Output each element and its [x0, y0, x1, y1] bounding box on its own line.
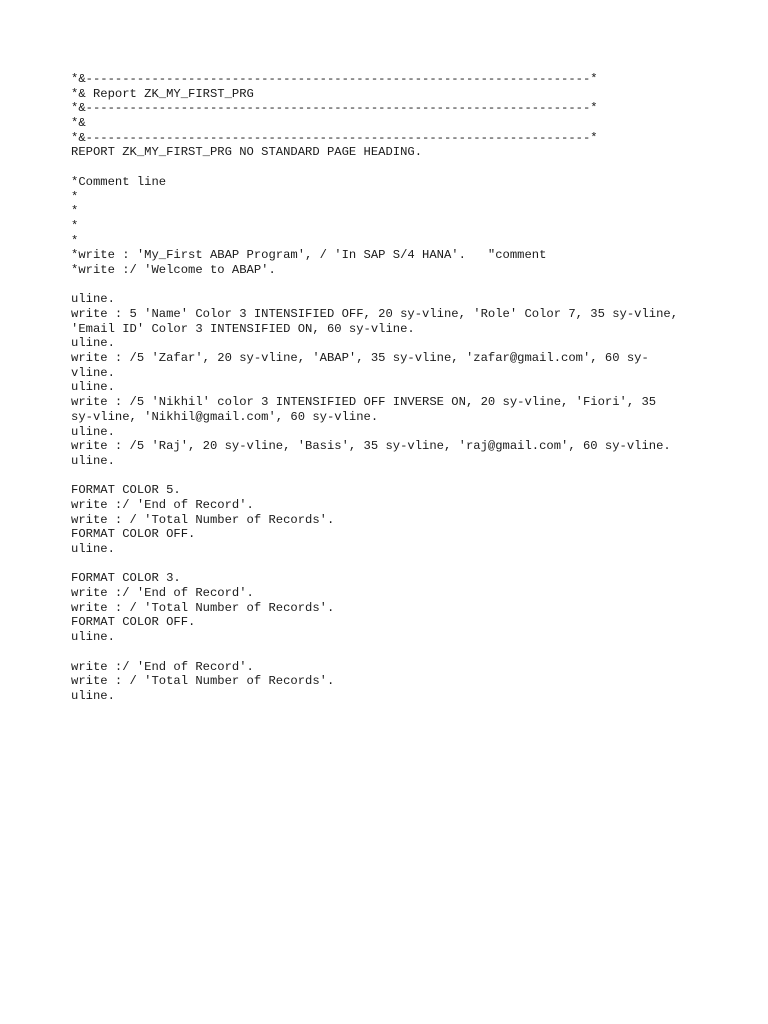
code-line: *&---------------------------------------------------------------------* [71, 72, 598, 86]
code-line: write : / 'Total Number of Records'. [71, 512, 335, 527]
code-line: write : / 'Total Number of Records'. [71, 600, 335, 615]
code-line: * [71, 218, 79, 233]
code-line [71, 645, 751, 660]
code-line [71, 557, 751, 572]
code-line: write : 5 'Name' Color 3 INTENSIFIED OFF, 20 sy-vline, 'Role' Color 7, 35 sy-vline, [71, 307, 679, 321]
code-line: write :/ 'End of Record'. [71, 497, 254, 512]
code-line: 'Email ID' Color 3 INTENSIFIED ON, 60 sy-vline. [71, 321, 415, 336]
code-line: *& [71, 116, 86, 131]
code-line [71, 278, 751, 293]
code-line: sy-vline, 'Nikhil@gmail.com', 60 sy-vline. [71, 409, 379, 424]
code-line: uline. [71, 688, 115, 703]
code-line: uline. [71, 424, 115, 439]
code-line [71, 469, 751, 484]
code-line [71, 160, 751, 175]
code-line: write : /5 'Nikhil' color 3 INTENSIFIED OFF INVERSE ON, 20 sy-vline, 'Fiori', 35 [71, 395, 657, 410]
code-line: FORMAT COLOR 5. [71, 483, 181, 498]
code-line: write :/ 'End of Record'. [71, 659, 254, 674]
code-line: uline. [71, 453, 115, 468]
code-line: write : / 'Total Number of Records'. [71, 674, 335, 689]
code-line: *& Report ZK_MY_FIRST_PRG [71, 86, 254, 101]
code-line: uline. [71, 292, 115, 307]
code-line: * [71, 233, 79, 248]
code-line: vline. [71, 365, 115, 380]
code-line: uline. [71, 380, 115, 395]
code-line: write : /5 'Zafar', 20 sy-vline, 'ABAP', 35 sy-vline, 'zafar@gmail.com', 60 sy- [71, 351, 649, 366]
code-line: uline. [71, 542, 115, 556]
code-line: FORMAT COLOR OFF. [71, 527, 196, 542]
code-line: uline. [71, 336, 115, 351]
abap-source-code [71, 72, 751, 704]
code-line: *write :/ 'Welcome to ABAP'. [71, 262, 276, 277]
code-line: REPORT ZK_MY_FIRST_PRG NO STANDARD PAGE HEADING. [71, 145, 423, 160]
code-line: write :/ 'End of Record'. [71, 586, 254, 601]
code-line: FORMAT COLOR 3. [71, 571, 181, 586]
code-line: * [71, 204, 79, 219]
code-line: uline. [71, 630, 115, 645]
code-line: *Comment line [71, 174, 167, 189]
code-line: *&---------------------------------------------------------------------* [71, 101, 598, 116]
code-line: write : /5 'Raj', 20 sy-vline, 'Basis', 35 sy-vline, 'raj@gmail.com', 60 sy-vline. [71, 439, 671, 454]
code-line: *&---------------------------------------------------------------------* [71, 130, 598, 145]
code-line: FORMAT COLOR OFF. [71, 615, 196, 630]
code-line: *write : 'My_First ABAP Program', / 'In SAP S/4 HANA'. "comment [71, 248, 547, 263]
code-line: * [71, 189, 79, 204]
